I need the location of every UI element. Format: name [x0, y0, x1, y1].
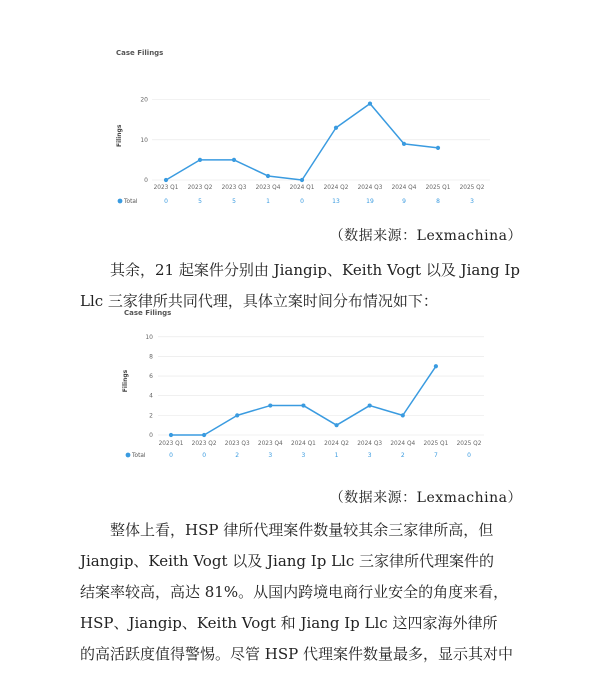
table-value: 1	[266, 198, 270, 205]
chart-title: Case Filings	[124, 309, 172, 317]
table-value: 2	[400, 452, 405, 459]
paragraph-2	[80, 515, 530, 670]
x-tick-label: 2024 Q3	[357, 441, 383, 447]
table-value: 7	[433, 452, 438, 459]
data-point	[198, 158, 202, 162]
y-tick-label: 20	[140, 96, 148, 104]
table-value: 0	[467, 452, 471, 459]
paragraph-2-line-5: 的高活跃度值得警惕。尽管 HSP 代理案件数量最多，显示其对中	[80, 645, 513, 663]
table-value: 13	[332, 198, 340, 205]
table-value: 9	[402, 198, 406, 205]
x-tick-label: 2024 Q2	[323, 185, 349, 191]
y-tick-label: 4	[149, 392, 153, 400]
paragraph-2-line-3: 结案率较高，高达 81%。从国内跨境电商行业安全的角度来看，	[80, 583, 509, 601]
data-point	[434, 364, 438, 368]
x-tick-label: 2023 Q2	[187, 185, 213, 191]
paragraph-2-line-4: HSP、Jiangip、Keith Vogt 和 Jiang Ip Llc 这四家海外律所	[80, 614, 498, 632]
paragraph-2-line-1: 整体上看，HSP 律所代理案件数量较其余三家律所高，但	[110, 521, 494, 539]
x-tick-label: 2023 Q1	[153, 185, 179, 191]
x-tick-label: 2024 Q4	[390, 441, 416, 447]
x-tick-label: 2023 Q2	[191, 441, 217, 447]
table-value: 2	[235, 452, 240, 459]
chart-2-svg	[0, 300, 600, 472]
table-value: 19	[366, 198, 374, 205]
y-tick-label: 0	[144, 177, 148, 184]
x-tick-label: 2023 Q3	[221, 185, 247, 191]
table-value: 3	[301, 452, 306, 459]
table-value: 8	[436, 198, 440, 205]
data-point	[301, 403, 305, 407]
data-point	[266, 174, 270, 178]
legend-label-total: Total	[124, 199, 138, 205]
y-tick-label: 0	[149, 432, 153, 439]
y-tick-label: 8	[149, 353, 153, 361]
table-value: 5	[198, 198, 202, 205]
case-filings-chart-1	[0, 38, 600, 210]
legend-marker-total	[118, 199, 123, 204]
y-tick-label: 10	[145, 333, 153, 341]
legend-label-total: Total	[132, 453, 146, 459]
table-value: 0	[169, 452, 173, 459]
y-axis-label: Filings	[122, 369, 129, 393]
legend-marker-total	[126, 453, 131, 458]
data-point	[334, 423, 338, 427]
x-tick-label: 2024 Q1	[291, 441, 316, 447]
table-value: 3	[268, 452, 273, 459]
table-value: 0	[164, 198, 168, 205]
y-tick-label: 10	[140, 136, 148, 144]
source-note-2: （数据来源：Lexmachina）	[329, 490, 522, 506]
x-tick-label: 2025 Q1	[423, 441, 449, 447]
data-point	[300, 178, 304, 182]
x-tick-label: 2024 Q4	[391, 185, 417, 191]
table-value: 3	[367, 452, 372, 459]
y-axis-label: Filings	[116, 124, 123, 148]
table-value: 0	[300, 198, 304, 205]
table-value: 0	[202, 452, 207, 459]
paragraph-1-line-2: Llc 三家律所共同代理，具体立案时间分布情况如下：	[80, 292, 438, 310]
source-note-1: （数据来源：Lexmachina）	[329, 228, 522, 244]
data-point	[202, 433, 206, 437]
x-tick-label: 2024 Q1	[289, 185, 315, 191]
chart-title: Case Filings	[116, 49, 164, 57]
paragraph-2-line-2: Jiangip、Keith Vogt 以及 Jiang Ip Llc 三家律所代理案件的	[80, 552, 495, 570]
case-filings-chart-2	[0, 300, 600, 472]
y-tick-label: 6	[149, 373, 153, 381]
x-tick-label: 2023 Q4	[255, 185, 281, 191]
series-line-total	[171, 366, 436, 435]
paragraph-1-line-1: 其余，21 起案件分别由 Jiangip、Keith Vogt 以及 Jiang Ip	[110, 261, 520, 279]
data-point	[334, 126, 338, 130]
x-tick-label: 2025 Q1	[425, 185, 451, 191]
data-point	[436, 146, 440, 150]
chart-1-svg	[0, 38, 600, 210]
data-point	[368, 102, 372, 106]
series-line-total	[166, 104, 438, 180]
data-point	[232, 158, 236, 162]
data-point	[235, 413, 239, 417]
x-tick-label: 2025 Q2	[459, 185, 485, 191]
data-point	[164, 178, 168, 182]
data-point	[402, 142, 406, 146]
x-tick-label: 2025 Q2	[456, 441, 482, 447]
data-point	[268, 403, 272, 407]
y-tick-label: 2	[149, 412, 153, 420]
x-tick-label: 2024 Q2	[324, 441, 349, 447]
data-point	[169, 433, 173, 437]
x-tick-label: 2024 Q3	[357, 185, 383, 191]
table-value: 3	[470, 198, 474, 205]
x-tick-label: 2023 Q4	[257, 441, 283, 447]
data-point	[401, 413, 405, 417]
table-value: 1	[334, 452, 339, 459]
data-point	[368, 403, 372, 407]
table-value: 5	[232, 198, 236, 205]
x-tick-label: 2023 Q3	[224, 441, 250, 447]
x-tick-label: 2023 Q1	[158, 441, 184, 447]
